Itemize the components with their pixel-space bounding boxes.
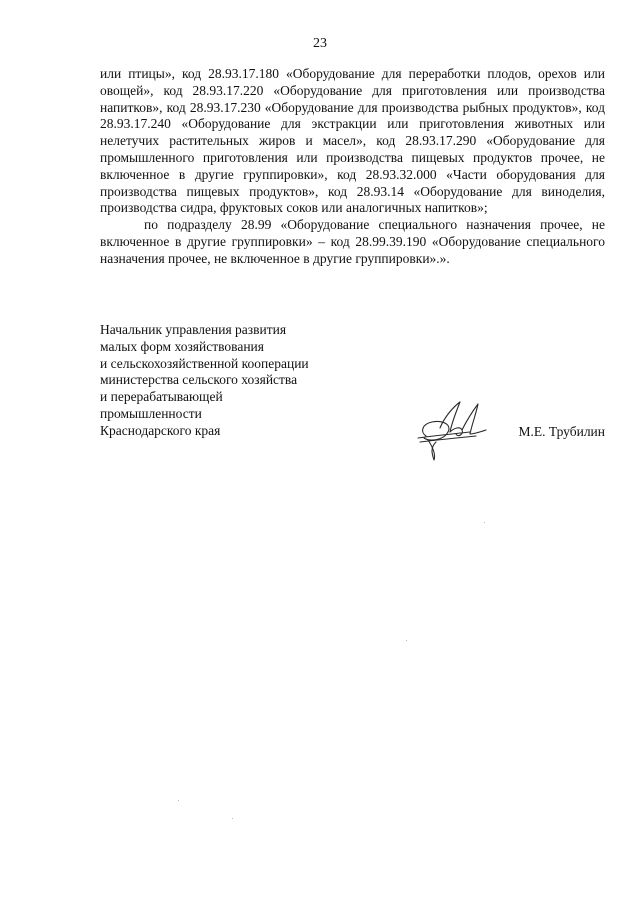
signatory-name: М.Е. Трубилин — [518, 424, 605, 439]
paragraph-subsection-28-99: по подразделу 28.99 «Оборудование специального назначения прочее, не включенное в другие группировки» – код 28.99.39.190 «Оборудование специального назначения прочее, не включенное в другие группировки».». — [100, 217, 605, 266]
page-number: 23 — [313, 36, 327, 51]
position-line: малых форм хозяйствования — [100, 338, 264, 354]
signatory-position — [100, 322, 400, 440]
position-line: министерства сельского хозяйства — [100, 372, 298, 388]
position-line: и перерабатывающей — [100, 389, 223, 405]
scan-speck — [484, 522, 485, 523]
position-line: Краснодарского края — [100, 422, 221, 438]
scan-speck — [178, 800, 179, 801]
handwritten-signature — [412, 398, 494, 462]
scan-speck — [232, 818, 233, 819]
paragraph-equipment-codes: или птицы», код 28.93.17.180 «Оборудование для переработки плодов, орехов или овощей», код 28.93.17.220 «Оборудование для приготовления или производства напитков», код 28.93.17.230 «Оборудование для производства рыбных продуктов», код 28.93.17.240 «Оборудование для экстракции или приготовления животных или нелетучих растительных жиров и масел», код 28.93.17.290 «Оборудование для промышленного приготовления или производства пищевых продуктов прочее, не включенное в другие группировки», код 28.93.32.000 «Части оборудования для производства пищевых продуктов», код 28.93.14 «Оборудование для виноделия, производства сидра, фруктовых соков или аналогичных напитков»; — [100, 66, 605, 216]
position-line: промышленности — [100, 405, 202, 421]
document-body — [100, 66, 605, 268]
position-line: и сельскохозяйственной кооперации — [100, 355, 309, 371]
scan-speck — [406, 640, 407, 641]
position-line: Начальник управления развития — [100, 322, 287, 337]
